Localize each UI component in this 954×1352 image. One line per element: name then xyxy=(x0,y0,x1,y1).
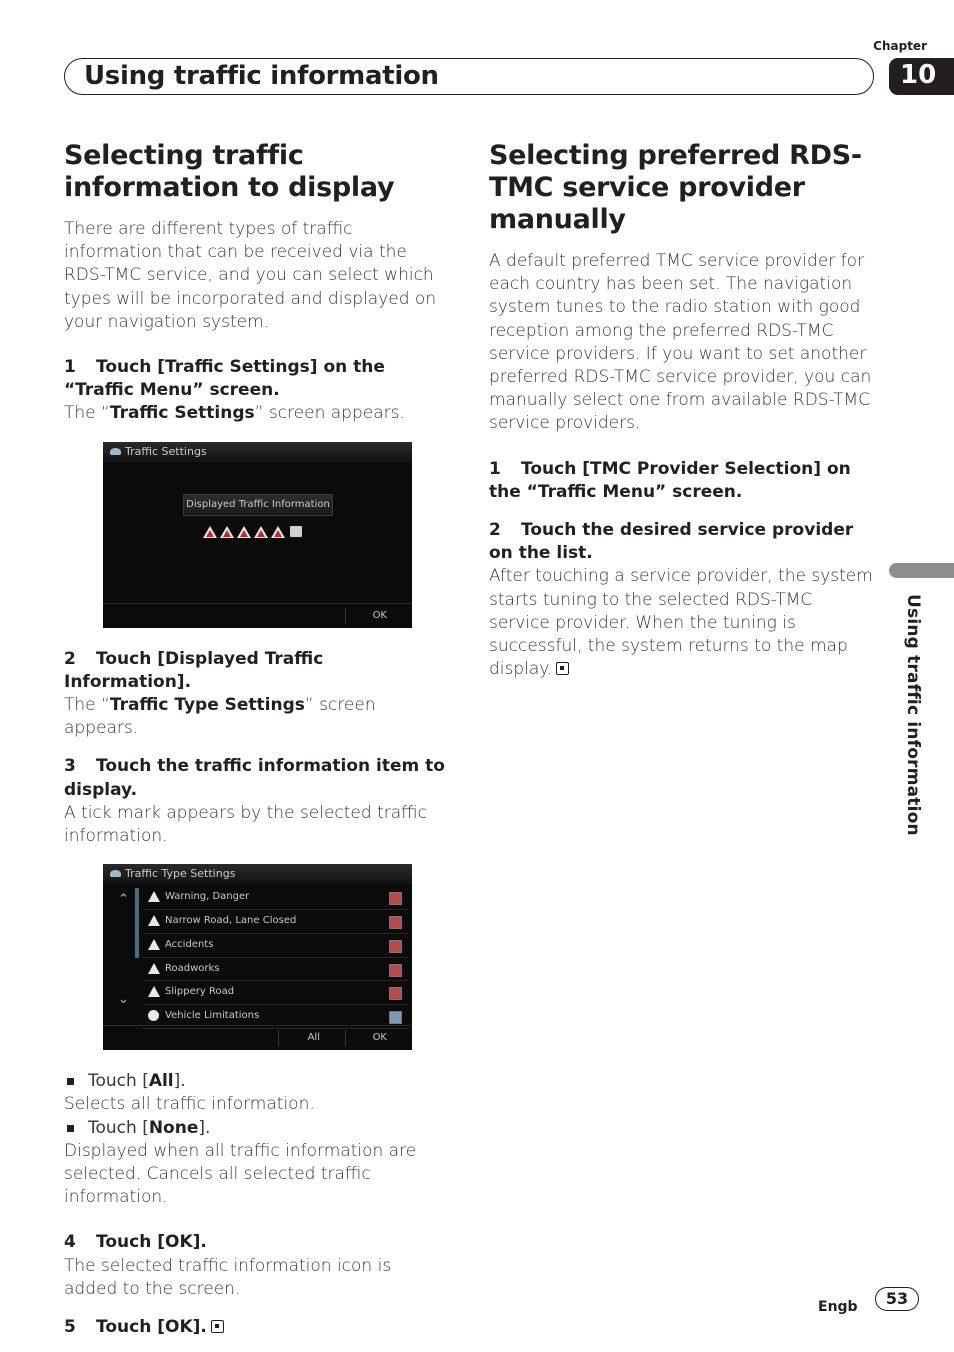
left-step-3-result: A tick mark appears by the selected traffic information. xyxy=(64,802,427,847)
warning-icon xyxy=(148,891,160,902)
screen-footer xyxy=(103,603,412,628)
left-intro: There are different types of traffic information that can be received via the RDS-TMC service, and you can select which types will be incorporated and displayed on your navigation system. xyxy=(64,219,437,332)
bullet-none: Touch [None]. xyxy=(64,1117,448,1140)
ok-button: OK xyxy=(372,609,387,621)
warning-icon xyxy=(148,986,160,997)
list-item: Roadworks xyxy=(143,958,408,982)
ok-button: OK xyxy=(372,1032,387,1044)
traffic-type-list xyxy=(143,886,408,1029)
checkbox-icon xyxy=(389,1011,402,1024)
scroll-controls xyxy=(109,888,137,1022)
right-step-1: 1 Touch [TMC Provider Selection] on the “Traffic Menu” screen. xyxy=(489,458,851,502)
checkbox-icon xyxy=(389,964,402,977)
right-heading: Selecting preferred RDS-TMC service provider manually xyxy=(489,140,862,235)
left-step-1-result: The “Traffic Settings” screen appears. xyxy=(64,403,405,424)
checkbox-icon xyxy=(389,892,402,905)
warning-icon xyxy=(148,963,160,974)
list-item: Slippery Road xyxy=(143,981,408,1005)
left-step-2-result: The “Traffic Type Settings” screen appears. xyxy=(64,695,376,739)
left-step-4: 4 Touch [OK]. xyxy=(64,1232,207,1253)
chapter-number: 10 xyxy=(900,60,937,90)
right-step-2-result: After touching a service provider, the system starts tuning to the selected RDS-TMC service provider. When the tuning is successful, the system returns to the map display. xyxy=(489,566,873,680)
warning-icon xyxy=(203,526,217,538)
scroll-down-icon: ⌄ xyxy=(118,992,129,1008)
checkbox-icon xyxy=(389,940,402,953)
language-code: Engb xyxy=(818,1299,858,1315)
left-step-1: 1 Touch [Traffic Settings] on the “Traffic Menu” screen. xyxy=(64,357,385,401)
bullet-icon xyxy=(67,1125,74,1132)
screen-footer xyxy=(103,1025,412,1050)
bullet-none-desc: Displayed when all traffic information are selected. Cancels all selected traffic information. xyxy=(64,1140,417,1208)
traffic-icons-row xyxy=(203,526,302,538)
scrollbar xyxy=(135,888,139,958)
right-column xyxy=(489,140,873,681)
warning-icon xyxy=(271,526,285,538)
right-step-2: 2 Touch the desired service provider on the list. xyxy=(489,520,854,564)
right-intro: A default preferred TMC service provider for each country has been set. The navigation system tunes to the radio station with good reception among the preferred RDS-TMC service providers. If you want to set another preferred RDS-TMC service provider, you can manually select one from available RDS-TMC service providers. xyxy=(489,251,872,434)
scroll-up-icon: ⌃ xyxy=(118,892,129,908)
section-title: Using traffic information xyxy=(84,61,439,91)
warning-icon xyxy=(254,526,268,538)
vehicle-limit-icon xyxy=(148,1010,159,1021)
left-step-5: 5 Touch [OK]. xyxy=(64,1316,448,1339)
list-item: Accidents xyxy=(143,934,408,958)
warning-icon xyxy=(148,939,160,950)
vehicle-limit-icon xyxy=(290,526,302,537)
list-item: Vehicle Limitations xyxy=(143,1005,408,1029)
traffic-type-settings-screenshot xyxy=(103,864,412,1050)
side-tab xyxy=(889,563,954,578)
warning-icon xyxy=(237,526,251,538)
left-step-4-result: The selected traffic information icon is added to the screen. xyxy=(64,1255,392,1299)
screen-title: Traffic Settings xyxy=(103,442,412,462)
list-item: Narrow Road, Lane Closed xyxy=(143,910,408,934)
warning-icon xyxy=(148,915,160,926)
left-step-2: 2 Touch [Displayed Traffic Information]. xyxy=(64,648,324,692)
left-column xyxy=(64,140,448,1339)
checkbox-icon xyxy=(389,916,402,929)
left-step-3: 3 Touch the traffic information item to display. xyxy=(64,756,445,800)
left-heading: Selecting traffic information to display xyxy=(64,140,395,203)
screen-title: Traffic Type Settings xyxy=(103,864,412,884)
section-header xyxy=(64,58,874,95)
traffic-settings-screenshot xyxy=(103,442,412,628)
checkbox-icon xyxy=(389,987,402,1000)
end-mark-icon xyxy=(556,662,569,675)
list-item: Warning, Danger xyxy=(143,886,408,910)
bullet-all: Touch [All]. xyxy=(64,1070,448,1093)
chapter-label: Chapter xyxy=(873,39,927,53)
page-number: 53 xyxy=(875,1287,919,1311)
all-button: All xyxy=(307,1032,320,1044)
end-mark-icon xyxy=(211,1320,224,1333)
bullet-icon xyxy=(67,1078,74,1085)
warning-icon xyxy=(220,526,234,538)
side-tab-label: Using traffic information xyxy=(903,594,923,836)
bullet-all-desc: Selects all traffic information. xyxy=(64,1094,315,1115)
displayed-traffic-information-button: Displayed Traffic Information xyxy=(183,494,333,516)
chapter-number-box xyxy=(889,58,954,95)
